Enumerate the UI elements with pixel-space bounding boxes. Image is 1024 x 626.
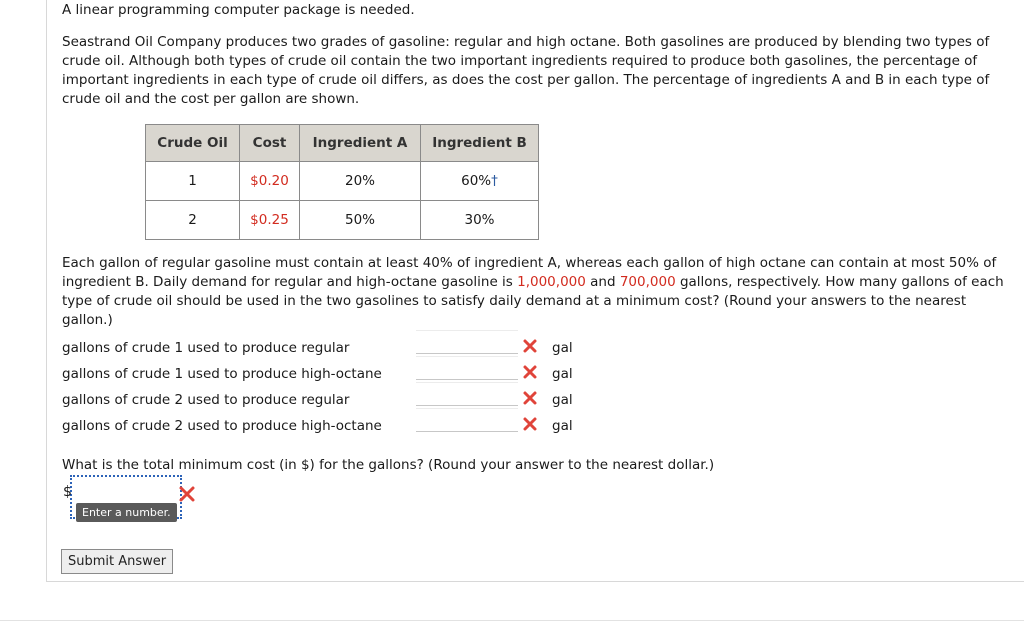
unit-label: gal: [552, 418, 573, 434]
answer-input-crude2-high-octane[interactable]: [416, 408, 518, 432]
cell-crude: 1: [146, 162, 240, 201]
demand-paragraph: [62, 254, 1018, 330]
cell-ingredient-b: [421, 162, 539, 201]
incorrect-x-icon: [522, 416, 538, 432]
input-hint-tooltip: Enter a number.: [76, 503, 177, 522]
answer-label: gallons of crude 1 used to produce regular: [62, 340, 350, 356]
table-header-row: [146, 125, 539, 162]
header-ingredient-a: Ingredient A: [300, 125, 421, 162]
answer-input-crude1-regular[interactable]: [416, 330, 518, 354]
demand-text-1: Each gallon of regular gasoline must contain at least 40% of ingredient A, whereas each gallon of high octane can contain at most 50% of ingredient B. Daily demand for regular and high-octane gasoline is: [62, 255, 997, 290]
table-row: [146, 201, 539, 240]
cost-question: What is the total minimum cost (in $) for the gallons? (Round your answer to the nearest dollar.): [62, 457, 715, 473]
footnote-dagger: †: [491, 173, 498, 189]
high-octane-demand-value: 700,000: [619, 274, 676, 290]
problem-paragraph: Seastrand Oil Company produces two grades of gasoline: regular and high octane. Both gasolines are produced by blending two types of crude oil. Although both types of crude oil contain the two important ingredients required to produce both gasolines, the percentage of important ingredients in each type of crude oil differs, as does the cost per gallon. The percentage of ingredients A and B in each type of crude oil and the cost per gallon are shown.: [62, 34, 990, 107]
table-row: [146, 162, 539, 201]
submit-answer-button[interactable]: Submit Answer: [61, 549, 173, 574]
divider: [0, 620, 1024, 621]
cell-ingredient-a: 50%: [300, 201, 421, 240]
cell-crude: 2: [146, 201, 240, 240]
incorrect-x-icon: [522, 338, 538, 354]
incorrect-x-icon: [522, 364, 538, 380]
cell-ingredient-b: 30%: [421, 201, 539, 240]
cell-cost: $0.20: [240, 162, 300, 201]
dollar-sign: $: [63, 484, 72, 500]
answer-input-crude2-regular[interactable]: [416, 382, 518, 406]
demand-text-2: and: [585, 274, 620, 290]
cell-ingredient-a: 20%: [300, 162, 421, 201]
answer-label: gallons of crude 1 used to produce high-octane: [62, 366, 382, 382]
header-cost: Cost: [240, 125, 300, 162]
regular-demand-value: 1,000,000: [517, 274, 586, 290]
incorrect-x-icon: [178, 485, 196, 503]
unit-label: gal: [552, 392, 573, 408]
crude-oil-table: [145, 124, 539, 240]
answer-label: gallons of crude 2 used to produce regular: [62, 392, 350, 408]
answer-label: gallons of crude 2 used to produce high-octane: [62, 418, 382, 434]
demand-text-3: gallons, respectively. How many gallons of each type of crude oil should be used in the two gasolines to satisfy daily demand at a minimum cost? (Round your answers to the nearest gallon.): [62, 274, 1004, 328]
header-ingredient-b: Ingredient B: [421, 125, 539, 162]
header-crude-oil: Crude Oil: [146, 125, 240, 162]
answer-input-crude1-high-octane[interactable]: [416, 356, 518, 380]
incorrect-x-icon: [522, 390, 538, 406]
unit-label: gal: [552, 366, 573, 382]
cell-ingredient-b-value: 60%: [461, 173, 492, 189]
cell-cost: $0.25: [240, 201, 300, 240]
intro-text: A linear programming computer package is needed.: [62, 2, 415, 18]
unit-label: gal: [552, 340, 573, 356]
